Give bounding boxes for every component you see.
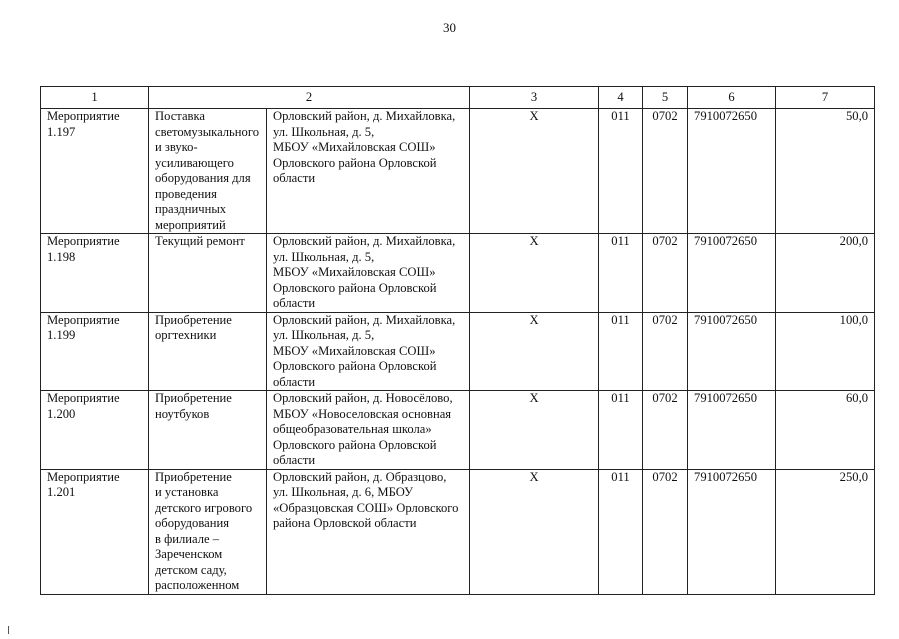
col3-value: Х (470, 109, 599, 234)
col7-value: 250,0 (776, 469, 875, 594)
budget-table (40, 86, 875, 595)
col4-value: 011 (599, 234, 643, 313)
measure-name: Приобретение оргтехники (149, 312, 267, 391)
table-header-row (41, 87, 875, 109)
scan-mark (8, 626, 9, 634)
measure-address: Орловский район, д. Образцово, ул. Школьная, д. 6, МБОУ «Образцовская СОШ» Орловского района Орловской области (267, 469, 470, 594)
col6-value: 7910072650 (688, 469, 776, 594)
col4-value: 011 (599, 109, 643, 234)
measure-address: Орловский район, д. Михайловка, ул. Школьная, д. 5, МБОУ «Михайловская СОШ» Орловского района Орловской области (267, 312, 470, 391)
header-col-7: 7 (776, 87, 875, 109)
col3-value: Х (470, 234, 599, 313)
measure-name: Приобретение и установка детского игрового оборудования в филиале – Зареченском детском саду, расположенном (149, 469, 267, 594)
col3-value: Х (470, 391, 599, 470)
measure-id: Мероприятие 1.200 (41, 391, 149, 470)
col7-value: 100,0 (776, 312, 875, 391)
col5-value: 0702 (643, 391, 688, 470)
table-row (41, 312, 875, 391)
page-number: 30 (443, 20, 456, 35)
col7-value: 50,0 (776, 109, 875, 234)
measure-name: Приобретение ноутбуков (149, 391, 267, 470)
col7-value: 60,0 (776, 391, 875, 470)
col5-value: 0702 (643, 312, 688, 391)
col4-value: 011 (599, 391, 643, 470)
measure-name: Текущий ремонт (149, 234, 267, 313)
col5-value: 0702 (643, 234, 688, 313)
col6-value: 7910072650 (688, 234, 776, 313)
col5-value: 0702 (643, 469, 688, 594)
col6-value: 7910072650 (688, 109, 776, 234)
measure-address: Орловский район, д. Михайловка, ул. Школьная, д. 5, МБОУ «Михайловская СОШ» Орловского района Орловской области (267, 109, 470, 234)
col3-value: Х (470, 469, 599, 594)
col5-value: 0702 (643, 109, 688, 234)
table-row (41, 469, 875, 594)
col7-value: 200,0 (776, 234, 875, 313)
col4-value: 011 (599, 312, 643, 391)
header-col-2: 2 (149, 87, 470, 109)
col6-value: 7910072650 (688, 312, 776, 391)
measure-id: Мероприятие 1.198 (41, 234, 149, 313)
col3-value: Х (470, 312, 599, 391)
header-col-4: 4 (599, 87, 643, 109)
measure-id: Мероприятие 1.197 (41, 109, 149, 234)
measure-address: Орловский район, д. Новосёлово, МБОУ «Новоселовская основная общеобразовательная школа» Орловского района Орловской области (267, 391, 470, 470)
table-row (41, 109, 875, 234)
measure-address: Орловский район, д. Михайловка, ул. Школьная, д. 5, МБОУ «Михайловская СОШ» Орловского района Орловской области (267, 234, 470, 313)
measure-name: Поставка светомузыкального и звуко- усиливающего оборудования для проведения праздничных мероприятий (149, 109, 267, 234)
measure-id: Мероприятие 1.201 (41, 469, 149, 594)
table-row (41, 391, 875, 470)
header-col-5: 5 (643, 87, 688, 109)
header-col-1: 1 (41, 87, 149, 109)
table-row (41, 234, 875, 313)
header-col-6: 6 (688, 87, 776, 109)
measure-id: Мероприятие 1.199 (41, 312, 149, 391)
col4-value: 011 (599, 469, 643, 594)
header-col-3: 3 (470, 87, 599, 109)
col6-value: 7910072650 (688, 391, 776, 470)
